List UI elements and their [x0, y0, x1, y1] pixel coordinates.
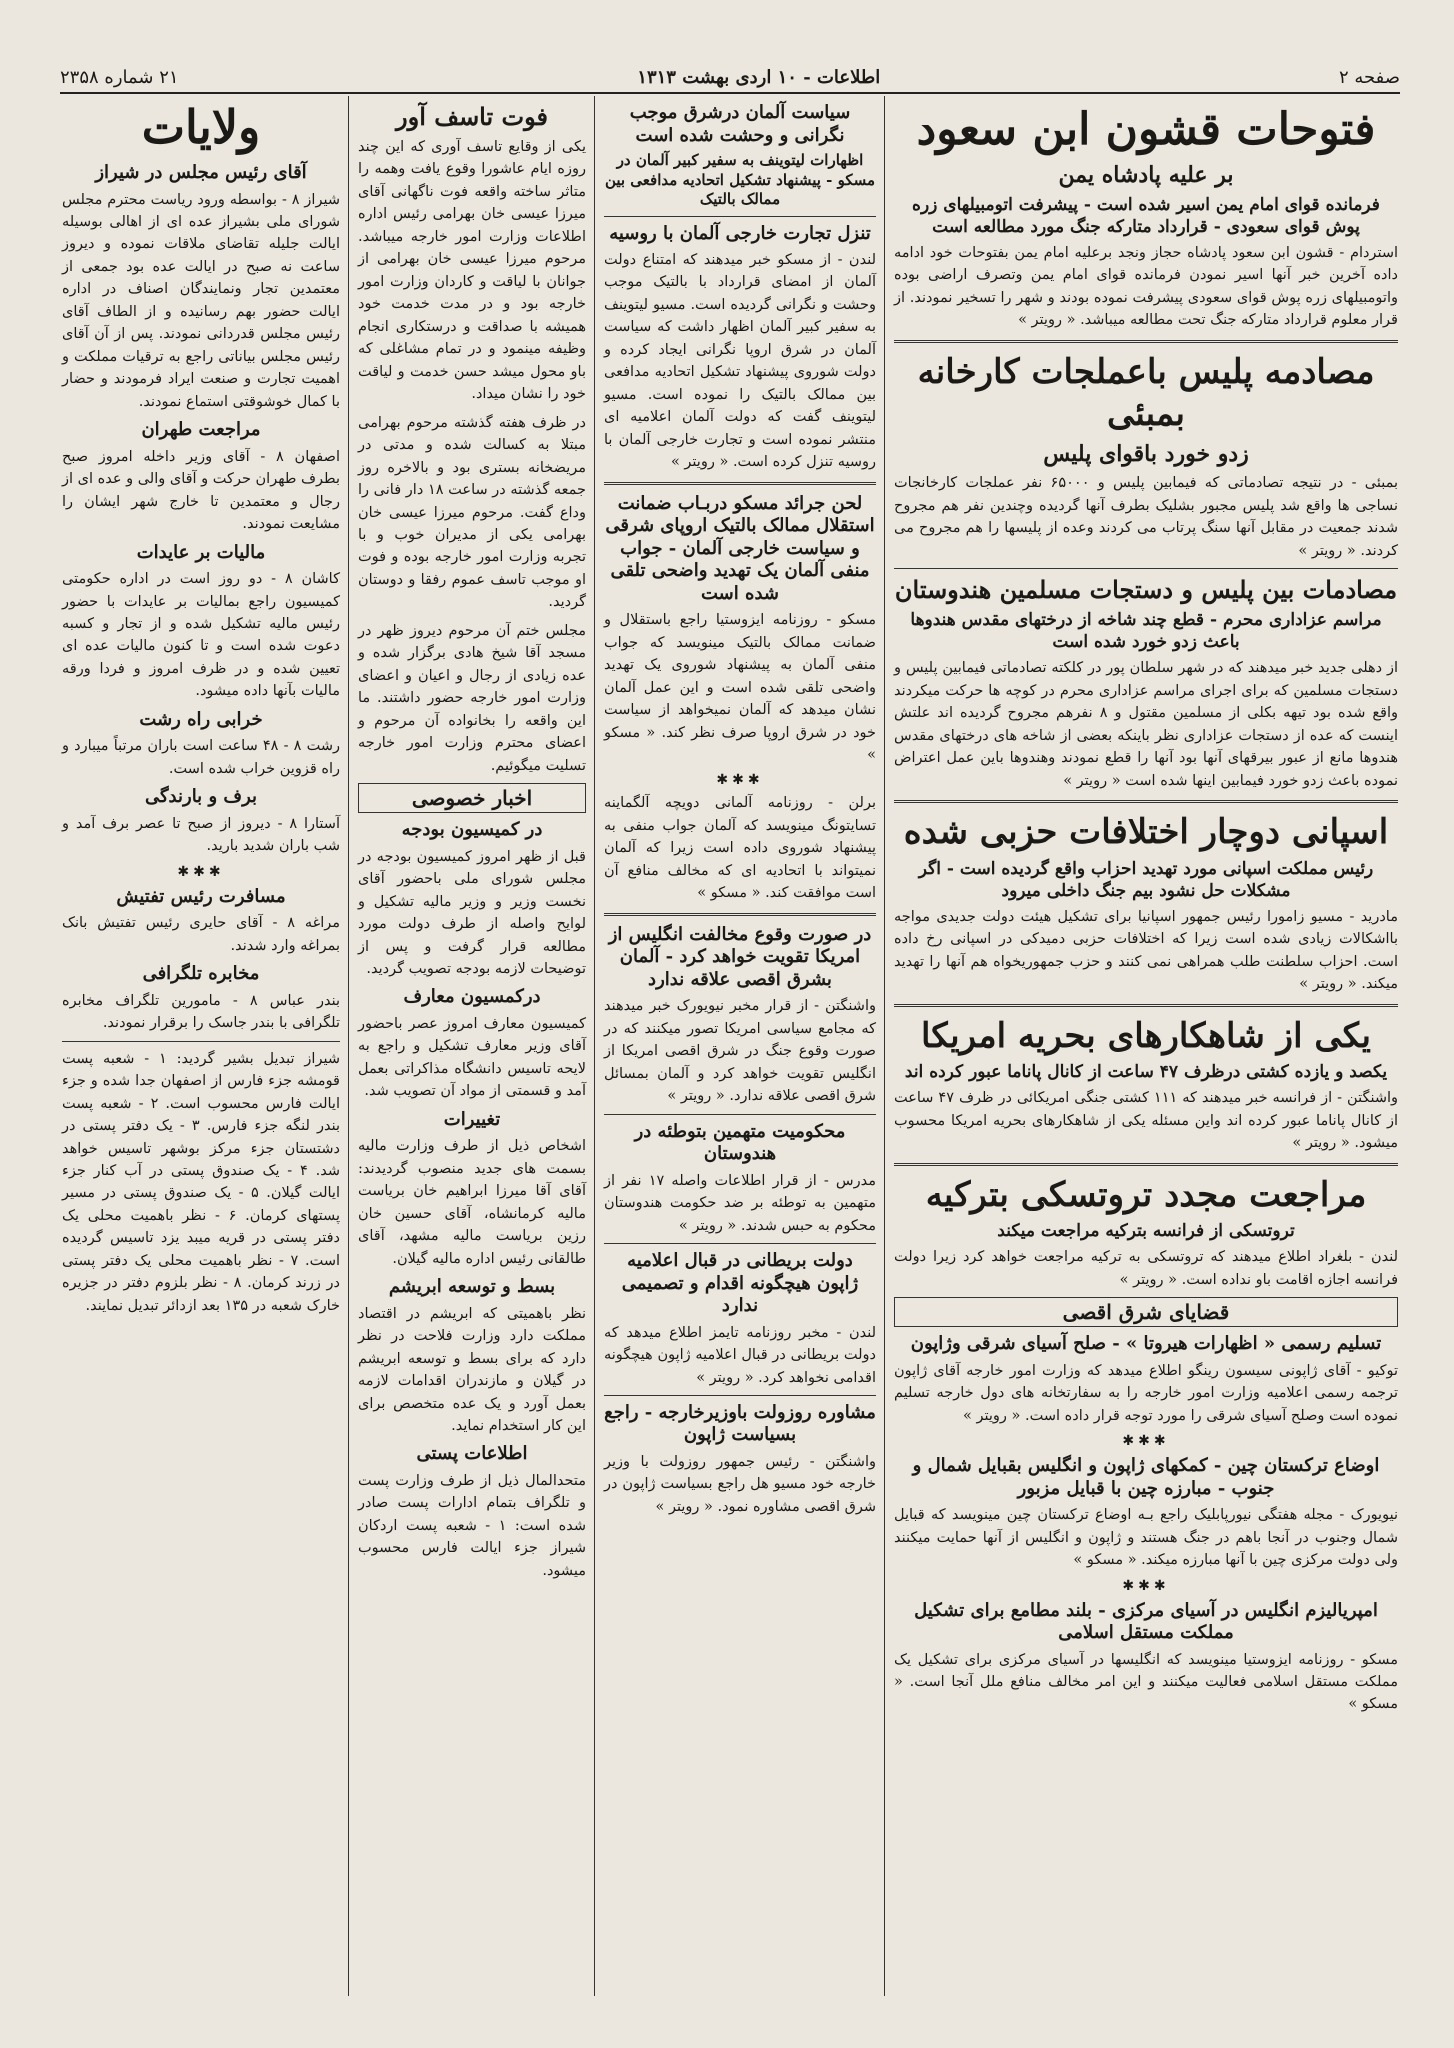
- divider: [604, 913, 876, 916]
- headline-snow: برف و بارندگی: [144, 786, 258, 808]
- headline-telegraph: مخابره تلگرافی: [142, 963, 260, 985]
- subhead: رئیس مملکت اسپانی مورد تهدید احزاب واقع گردیده است - اگر مشکلات حل نشود بیم جنگ داخلی میرود: [918, 858, 1374, 901]
- headline-central-asia: امپریالیزم انگلیس در آسیای مرکزی - بلند مطامع برای تشکیل مملکت مستقل اسلامی: [914, 1599, 1378, 1644]
- article-body: واشنگتن - از قرار مخبر نیویورک خبر میدهند که مجامع سیاسی امریکا تصور میکنند که در صورت وقوع جنگ در شرق اقصی امریکا از انگلیس تقویت خواهد کرد و آلمان بمسائل شرق اقصی علاقه ندارد. « رویتر »: [604, 998, 876, 1105]
- article-body: واشنگتن - رئیس جمهور روزولت با وزیر خارجه خود مسیو هل راجع بسیاست ژاپون در شرق اقصی مشاوره نمود. « رویتر »: [604, 1453, 876, 1515]
- article-body: مدرس - از قرار اطلاعات واصله ۱۷ نفر از متهمین به توطئه بر ضد حکومت هندوستان محکوم به حبس شدند. « رویتر »: [604, 1172, 876, 1234]
- headline-britain-us: در صورت وقوع مخالفت انگلیس از امریکا تقویت خواهد کرد - آلمان بشرق اقصی علاقه ندارد: [608, 923, 872, 990]
- headline-rasht-road: خرابی راه رشت: [139, 708, 263, 730]
- separator-stars: ✱✱✱: [1122, 1433, 1170, 1450]
- article-body: شیراز ۸ - بواسطه ورود ریاست محترم مجلس شورای ملی بشیراز عده ای از اهالی بوسیله ایالت جلیله تقاضای ملاقات نموده و دیروز ساعت نه صبح در ایالت عده بود جمعی از معتمدین تجار ونمایندگان اصناف در اداره ایالت حضور بهم رسانیده و از الطاف آقای رئیس مجلس قدردانی نمودند. پس از آن آقای رئیس مجلس بیاناتی راجع به ترقیات مملکت و اهمیت تجارت و صنعت ایراد فرمودند و حضار با کمال خوشوقتی استماع نمودند.: [62, 191, 340, 410]
- subhead: فرمانده قوای امام یمن اسیر شده است - پیشرفت اتومبیلهای زره پوش قوای سعودی - قرارداد متارکه جنگ مورد مطالعه است: [912, 194, 1380, 237]
- article-body: متحدالمال ذیل از طرف وزارت پست و تلگراف بتمام ادارات پست صادر شده است: ۱ - شعبه پست اردکان شیراز جزء ایالت فارس محسوب میشود.: [358, 1472, 586, 1579]
- article-body: مجلس ختم آن مرحوم دیروز ظهر در مسجد آقا شیخ هادی برگزار شده و عده زیادی از رجال و اعیان و اعضای وزارت امور خارجه حضور داشتند. ما این واقعه را بخانواده آن مرحوم و اعضای محترم وزارت امور خارجه تسلیت میگوئیم.: [358, 622, 586, 774]
- article-body: لندن - از مسکو خبر میدهند که امتناع دولت آلمان از امضای قرارداد با بالتیک موجب وحشت و نگرانی گردیده است. مسیو لیتوینف به سفیر کبیر آلمان اظهار داشت که سیاست آلمان در شرق اروپا نگرانی ایجاد کرده و دولت شوروی پیشنهاد تشکیل اتحادیه مدافعی بین ممالک بالتیک را نموده است. مسیو لیتوینف گفت که دولت آلمان اعلامیه ای منتشر نموده است و تجارت خارجی آلمان با روسیه تنزل کرده است. « رویتر »: [604, 252, 876, 471]
- separator-stars: ✱✱✱: [1122, 1577, 1170, 1594]
- headline-inspector: مسافرت رئیس تفتیش: [116, 885, 286, 907]
- headline-roosevelt: مشاوره روزولت باوزیرخارجه - راجع بسیاست ژاپون: [604, 1401, 876, 1446]
- column-world-news: [886, 96, 1406, 1996]
- separator-stars: ✱✱✱: [177, 863, 225, 880]
- headline-hirota: تسلیم رسمی « اظهارات هیروتا » - صلح آسیای شرقی وژاپون: [910, 1333, 1382, 1355]
- article-body: استردام - قشون ابن سعود پادشاه حجاز ونجد برعلیه امام یمن بفتوحات خود ادامه داده آخرین خبر آنها اسیر نمودن فرمانده قوای امام یمن وتصرف اراضی بوده واتومبیلهای زره پوش قوای سعودی پیشرفت نموده بودند و شهر را تسخیر نمودند. از قرار معلوم قرارداد متارکه جنگ تحت مطالعه میباشد. « رویتر »: [894, 244, 1398, 329]
- divider: [604, 216, 876, 217]
- article-body: اصفهان ۸ - آقای وزیر داخله امروز صبح بطرف طهران حرکت و آقای والی و عده ای از رجال و معتمدین تا خارج شهر ایشان را مشایعت نمودند.: [62, 448, 340, 533]
- section-provinces: ولایات: [141, 100, 261, 154]
- article-body: مادرید - مسیو زامورا رئیس جمهور اسپانیا برای تشکیل هیئت دولت جدیدی مواجه بااشکالات زیادی شده است زیرا که اختلافات حزبی دمیدکی در اسپانی رخ داده است. احزاب سلطنت طلب همراهی نمی کنند و حزب جمهوریخواه هم آنها را تهدید میکند. « رویتر »: [894, 908, 1398, 993]
- headline-german-policy: سیاست آلمان درشرق موجب نگرانی و وحشت شده است: [629, 102, 851, 146]
- subhead: یکصد و یازده کشتی درظرف ۴۷ ساعت از کانال پاناما عبور کرده اند: [904, 1062, 1388, 1083]
- divider: [604, 1243, 876, 1244]
- divider: [62, 1041, 340, 1042]
- headline-silk: بسط و توسعه ابریشم: [388, 1276, 556, 1298]
- article-body: لندن - مخبر روزنامه تایمز اطلاع میدهد که دولت بریطانی در قبال اعلامیه ژاپون هیچگونه اقدامی نخواهد کرد. « رویتر »: [604, 1324, 876, 1386]
- divider: [604, 482, 876, 485]
- masthead: [60, 62, 1400, 94]
- divider: [604, 1114, 876, 1115]
- subhead: زدو خورد باقوای پلیس: [1043, 440, 1249, 467]
- paper-date: اطلاعات - ۱۰ اردی بهشت ۱۳۱۳: [637, 66, 881, 88]
- page-label: صفحه ۲: [1338, 66, 1400, 88]
- article-body: مسکو - روزنامه ایزوستیا راجع باستقلال و ضمانت ممالک بالتیک مینویسد که جواب منفی آلمان به پیشنهاد شوروی یک تهدید واضحی تلقی شده است و این عمل آلمان نشان میدهد که آلمان نمیخواهد از سیاست خود در شرق اروپا صرف نظر کند. « مسکو »: [604, 612, 876, 763]
- issue-number: ۲۱ شماره ۲۳۵۸: [60, 66, 179, 88]
- article-body: مسکو - روزنامه ایزوستیا مینویسد که انگلیسها در آسیای مرکزی برای تشکیل یک مملکت مستقل اسلامی فعالیت میکنند و این امر مخالف منافع ملل آنجا است. « مسکو »: [894, 1651, 1398, 1713]
- section-far-east: قضایای شرق اقصی: [894, 1297, 1398, 1327]
- article-body: برلن - روزنامه آلمانی دویچه آلگماینه تسایتونگ مینویسد که آلمان جواب منفی به پیشنهاد شوروی داده است زیرا که آلمان نمیتواند با اتحادیه ای که مخالف منافع آن است موافقت کند. « مسکو »: [604, 795, 876, 902]
- article-body: شیراز تبدیل بشیر گردید: ۱ - شعبه پست قومشه جزء فارس از اصفهان جدا شده و جزء ایالت فارس محسوب است. ۲ - شعبه پست بندر لنگه جزء فارس. ۳ - یک دفتر پستی در دشتستان جزء مرکز بوشهر تاسیس خواهد شد. ۴ - یک صندوق پستی در آب کنار جزء ایالت گیلان. ۵ - یک صندوق پستی در مسیر پستهای کرمان. ۶ - نظر باهمیت محلی یک دفتر پستی در قریه میبد یزد تاسیس گردیده است. ۷ - نظر باهمیت محلی یک دفتر پستی در زرند کرمان. ۸ - نظر بلزوم دفتر در جزیره خارک شعبه در ۱۳۵ بعد ازدائر تبدیل نمایند.: [62, 1050, 340, 1314]
- article-body: رشت ۸ - ۴۸ ساعت است باران مرتباً میبارد و راه قزوین خراب شده است.: [62, 738, 341, 777]
- headline-spain: اسپانی دوچار اختلافات حزبی شده: [903, 812, 1389, 853]
- headline-us-navy: یکی از شاهکارهای بحریه امریکا: [921, 1015, 1371, 1056]
- article-body: از دهلی جدید خبر میدهند که در شهر سلطان پور در کلکته تصادماتی فیمابین پلیس و دستجات مسلمین که برای اجرای مراسم عزاداری محرم در کوچه ها حرکت میکردند واقع شده بود تیهه بکلی از مسلمین مقتول و ۸ نفرهم مجروح گردیده اند علتش اینست که عده از دستجات عزاداری نظر باینکه بعضی از شاخه های درختهای مقدس هندوها مانع از عبور بیرقهای آنها بود آنها را قطع نمودند وهندوها باین عمل اعتراض نموده باعث زدو خورد فیمابین اینها شده است « رویتر »: [894, 660, 1399, 789]
- column-rule: [884, 96, 885, 1996]
- article-body: اشخاص ذیل از طرف وزارت مالیه بسمت های جدید منصوب گردیدند: آقای آقا میرزا ابراهیم خان بریاست مالیه کرمانشاه، آقای حسین خان رزین بریاست مالیه مشهد، آقای طالقانی رئیس اداره مالیه گیلان.: [358, 1138, 586, 1267]
- headline-turkestan: اوضاع ترکستان چین - کمکهای ژاپون و انگلیس بقبایل شمال و جنوب - مبارزه چین با قبایل مزبور: [912, 1455, 1380, 1499]
- divider: [894, 340, 1398, 343]
- headline-ibn-saud: فتوحات قشون ابن سعود: [916, 104, 1376, 155]
- article-body: قبل از ظهر امروز کمیسیون بودجه در مجلس شورای ملی باحضور آقای نخست وزیر و وزیر مالیه تشکیل و لوایح واصله از طرف دولت مورد مطالعه قرار گرفت و پس از توضیحات لازمه بودجه تصویب گردید.: [358, 848, 586, 977]
- headline-shiraz: آقای رئیس مجلس در شیراز: [95, 162, 307, 183]
- article-body: بندر عباس ۸ - مامورین تلگراف مخابره تلگرافی با بندر جاسک را برقرار نمودند.: [62, 992, 341, 1032]
- headline-budget: در کمیسیون بودجه: [401, 819, 543, 841]
- headline-trotsky: مراجعت مجدد تروتسکی بترکیه: [925, 1174, 1367, 1215]
- column-provinces: [54, 96, 348, 1996]
- divider: [894, 1163, 1398, 1166]
- subhead: بر علیه پادشاه یمن: [1058, 162, 1234, 188]
- divider: [894, 1004, 1398, 1007]
- headline-income-tax: مالیات بر عایدات: [136, 541, 266, 563]
- column-rule: [348, 96, 349, 1996]
- headline-bombay: مصادمه پلیس باعملجات کارخانه بمبئی: [917, 351, 1375, 435]
- column-germany: [596, 96, 884, 1996]
- article-body: کاشان ۸ - دو روز است در اداره حکومتی کمیسیون راجع بمالیات بر عایدات با حضور رئیس مالیه تشکیل شده و از تجار و کسبه دعوت شده است و تا کنون مالیات عده ای تعیین شده و در ظرف امروز و فردا ورقه مالیات بآنها داده میشود.: [62, 571, 340, 700]
- article-body: بمبئی - در نتیجه تصادماتی که فیمابین پلیس و ۶۵۰۰۰ نفر عملجات کارخانجات نساجی ها واقع شد پلیس مجبور بشلیک بطرف آنها گردیده وچندین نفر هم مجروح شدند جمعیت در مقابل آنها سنگ پرتاب می کردند وعده از پلیسها را هم مجروح می کردند. « رویتر »: [894, 475, 1398, 559]
- article-body: مراغه ۸ - آقای حایری رئیس تفتیش بانک بمراغه وارد شدند.: [62, 915, 340, 954]
- article-body: نیویورک - مجله هفتگی نیورپابلیک راجع بـه اوضاع ترکستان چین مینویسد که قبایل شمال وجنوب در آنجا باهم در جنگ هستند و ژاپون و انگلیس از آنها حمایت میکنند ولی دولت مرکزی چین با آنها مبارزه میکند. « مسکو »: [894, 1507, 1398, 1569]
- headline-moscow-press: لحن جرائد مسکو دربـاب ضمانت استقلال ممالک بالتیک اروپای شرقی و سیاست خارجی آلمان - جواب منفی آلمان یک تهدید واضحی تلقی شده است: [605, 492, 875, 604]
- column-rule: [594, 96, 595, 1996]
- article-body: آستارا ۸ - دیروز از صبح تا عصر برف آمد و شب باران شدید بارید.: [62, 815, 340, 855]
- divider: [894, 568, 1398, 569]
- headline-india: مصادمات بین پلیس و دستجات مسلمین هندوستان: [894, 575, 1398, 605]
- subhead: اظهارات لیتوینف به سفیر کبیر آلمان در مسکو - پیشنهاد تشکیل اتحادیه مدافعی بین ممالک بالتیک: [604, 151, 876, 208]
- headline-appointments: تغییرات: [443, 1108, 501, 1130]
- headline-india-trial: محکومیت متهمین بتوطئه در هندوستان: [634, 1120, 846, 1165]
- article-body: کمیسیون معارف امروز عصر باحضور آقای وزیر معارف تشکیل و راجع به لایحه تاسیس دانشگاه مذاکراتی بعمل آمد و قسمتی از مواد آن تصویب شد.: [358, 1015, 586, 1100]
- section-private-news: اخبار خصوصی: [358, 783, 586, 813]
- headline-british-japan: دولت بریطانی در قبال اعلامیه ژاپون هیچگونه اقدام و تصمیمی ندارد: [621, 1250, 859, 1317]
- article-body: در ظرف هفته گذشته مرحوم بهرامی مبتلا به کسالت شده و مدتی در مریضخانه بستری بود و بالاخره روز جمعه گذشته در ساعت ۱۸ دار فانی را وداع گفت. مرحوم میرزا عیسی خان بهرامی یکی از مدیران خوب و با تجربه وزارت امور خارجه بوده و فوت او موجب تاسف عموم رفقا و دوستان گردید.: [358, 414, 586, 611]
- article-body: لندن - بلغراد اطلاع میدهند که تروتسکی به ترکیه مراجعت خواهد کرد زیرا دولت فرانسه اجازه اقامت باو نداده است. « رویتر »: [894, 1249, 1398, 1288]
- subhead: مراسم عزاداری محرم - قطع چند شاخه از درختهای مقدس هندوها باعث زدو خورد شده است: [910, 610, 1382, 653]
- divider: [894, 800, 1398, 803]
- article-body: واشنگتن - از فرانسه خبر میدهند که ۱۱۱ کشتی جنگی امریکائی در ظرف ۴۷ ساعت از کانال پاناما عبور کرده اند واین مسئله یکی از شاهکارهای بحریه امریکا محسوب میشود. « رویتر »: [894, 1090, 1399, 1152]
- headline-trade: تنزل تجارت خارجی آلمان با روسیه: [609, 222, 871, 244]
- divider: [604, 1395, 876, 1396]
- article-body: توکیو - آقای ژاپونی سیسون رینگو اطلاع میدهد که وزارت امور خارجه آقای ژاپون ترجمه رسمی اعلامیه وزارت امور خارجه را به سفارتخانه های دول خارجه تسلیم نموده است وصلح آسیای شرقی را مورد توجه قرار داده است. « رویتر »: [894, 1362, 1398, 1424]
- headline-education: درکمسیون معارف: [403, 986, 541, 1008]
- column-domestic: [350, 96, 594, 1996]
- headline-postal: اطلاعات پستی: [416, 1443, 528, 1465]
- article-body: یکی از وقایع تاسف آوری که این چند روزه ایام عاشورا وقوع یافت وهمه را متاثر ساخته واقعه فوت ناگهانی آقای میرزا عیسی خان بهرامی رئیس اداره اطلاعات وزارت امور خارجه میباشد. مرحوم میرزا عیسی خان بهرامی از جوانان با لیاقت و کاردان وزارت امور خارجه بود و در مدت خدمت خود همیشه با صداقت و درستکاری انجام وظیفه مینمود و در تمام مشاغلی که باو محول میشد حسن خدمت و لیاقت خود را نشان میداد.: [358, 139, 586, 403]
- article-body: نظر باهمیتی که ابریشم در اقتصاد مملکت دارد وزارت فلاحت در نظر دارد که برای بسط و توسعه ابریشم در گیلان و مازندران اقدامات لازمه بعمل آورد و یک عده متخصص برای این کار استخدام نماید.: [358, 1305, 586, 1434]
- headline-obituary: فوت تاسف آور: [396, 102, 548, 131]
- subhead: تروتسکی از فرانسه بترکیه مراجعت میکند: [997, 1221, 1295, 1242]
- headline-return-tehran: مراجعت طهران: [141, 419, 261, 441]
- separator-stars: ✱✱✱: [716, 772, 764, 789]
